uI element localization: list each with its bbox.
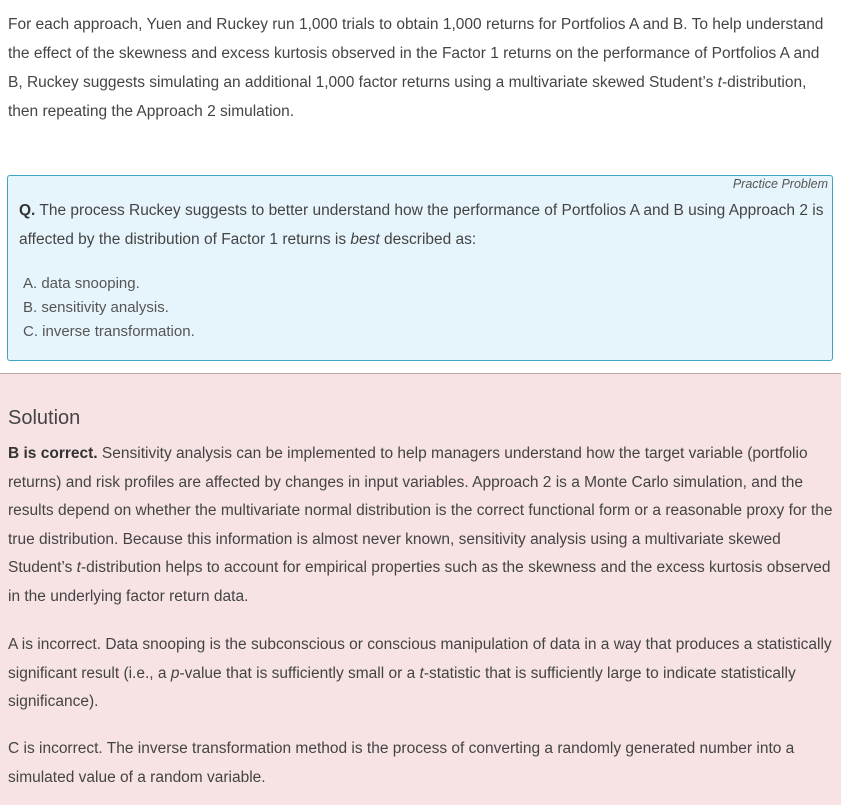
solution-p2-mid: -value that is sufficiently small or a bbox=[179, 664, 420, 682]
solution-verdict: B is correct. bbox=[8, 445, 98, 462]
option-a[interactable]: A. data snooping. bbox=[23, 275, 140, 292]
solution-p3-text: C is incorrect. The inverse transformation method is the process of converting a randomly generated number into a simulated value of a random variable. bbox=[8, 740, 795, 786]
question-prefix: Q. bbox=[19, 202, 36, 219]
option-b[interactable]: B. sensitivity analysis. bbox=[23, 299, 169, 316]
solution-paragraph-b bbox=[8, 440, 834, 612]
question-text bbox=[19, 196, 825, 254]
solution-section bbox=[0, 373, 841, 805]
intro-t-italic: t bbox=[717, 74, 722, 91]
solution-p2-end: -statistic that is sufficiently large to indicate statistically significance). bbox=[8, 664, 796, 711]
solution-paragraph-a bbox=[8, 631, 834, 717]
solution-p1-end: -distribution helps to account for empirical properties such as the skewness and the excess kurtosis observed in the underlying factor return data. bbox=[8, 559, 831, 605]
option-c[interactable]: C. inverse transformation. bbox=[23, 323, 195, 340]
solution-p1-italic: t bbox=[76, 559, 81, 577]
question-italic: best bbox=[350, 231, 380, 248]
intro-text-end: -distribution, then repeating the Approach 2 simulation. bbox=[8, 74, 807, 120]
solution-paragraph-c bbox=[8, 735, 834, 792]
solution-p2-italic-p: p bbox=[170, 664, 180, 682]
answer-options bbox=[23, 272, 195, 344]
practice-problem-label: Practice Problem bbox=[732, 177, 828, 191]
solution-p2-text: A is incorrect. Data snooping is the subconscious or conscious manipulation of data in a way that produces a statistically significant result (i.e., a bbox=[8, 636, 832, 682]
solution-p2-italic-t: t bbox=[419, 664, 424, 682]
intro-paragraph bbox=[8, 10, 830, 126]
solution-p1-text: Sensitivity analysis can be implemented to help managers understand how the target variable (portfolio returns) and risk profiles are affected by changes in input variables. Approach 2 is a Monte Carlo simulation, and the results depend on whether the multivariate normal distribution is the correct functional form or a reasonable proxy for the true distribution. Because this information is almost never known, sensitivity analysis using a multivariate skewed Student’s bbox=[8, 445, 833, 577]
practice-problem-box bbox=[7, 175, 833, 361]
intro-text: For each approach, Yuen and Ruckey run 1,000 trials to obtain 1,000 returns for Portfolios A and B. To help understand the effect of the skewness and excess kurtosis observed in the Factor 1 returns on the performance of Portfolios A and B, Ruckey suggests simulating an additional 1,000 factor returns using a multivariate skewed Student’s bbox=[8, 16, 824, 91]
question-body: The process Ruckey suggests to better understand how the performance of Portfolios A and B using Approach 2 is affected by the distribution of Factor 1 returns is bbox=[19, 202, 824, 248]
solution-title: Solution bbox=[8, 407, 81, 429]
question-end: described as: bbox=[379, 231, 477, 248]
